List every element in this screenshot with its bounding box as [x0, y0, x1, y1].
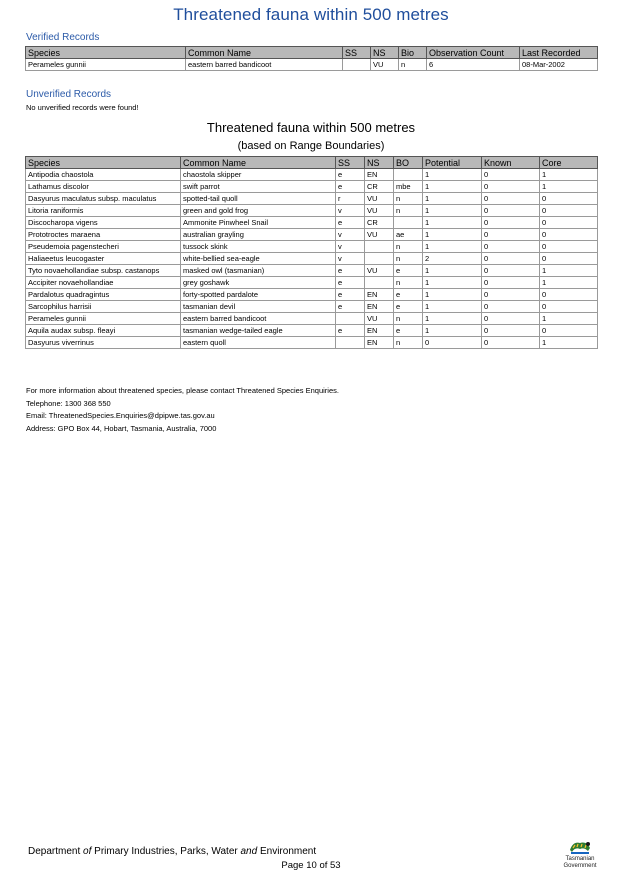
table-cell: Haliaeetus leucogaster — [26, 253, 181, 265]
range-header-row — [26, 157, 598, 169]
tasmanian-tiger-logo-icon — [567, 836, 593, 856]
logo-text-line2: Government — [563, 862, 597, 869]
unverified-note: No unverified records were found! — [26, 103, 139, 112]
table-cell: masked owl (tasmanian) — [181, 265, 336, 277]
table-cell: e — [336, 217, 365, 229]
verified-records-heading: Verified Records — [26, 32, 100, 43]
table-row — [26, 193, 598, 205]
table-row — [26, 205, 598, 217]
table-cell: Sarcophilus harrisii — [26, 301, 181, 313]
table-cell: VU — [365, 229, 394, 241]
table-cell: 1 — [540, 313, 598, 325]
table-cell: 1 — [423, 217, 482, 229]
table-cell: australian grayling — [181, 229, 336, 241]
table-cell: 1 — [423, 205, 482, 217]
table-cell — [394, 169, 423, 181]
table-cell: 0 — [482, 181, 540, 193]
table-cell: Aquila audax subsp. fleayi — [26, 325, 181, 337]
table-row — [26, 289, 598, 301]
table-cell: tasmanian devil — [181, 301, 336, 313]
table-cell: e — [394, 289, 423, 301]
table-cell: v — [336, 205, 365, 217]
column-header: Core — [540, 157, 598, 169]
table-cell — [336, 337, 365, 349]
range-subtitle: (based on Range Boundaries) — [237, 140, 385, 152]
table-cell: grey goshawk — [181, 277, 336, 289]
table-row — [26, 229, 598, 241]
column-header: Species — [26, 157, 181, 169]
table-cell: e — [336, 277, 365, 289]
column-header: NS — [365, 157, 394, 169]
table-cell: v — [336, 229, 365, 241]
table-cell: e — [336, 265, 365, 277]
table-cell: e — [336, 181, 365, 193]
column-header: Species — [26, 47, 186, 59]
table-cell: v — [336, 241, 365, 253]
column-header: Bio — [399, 47, 427, 59]
table-cell: 1 — [423, 301, 482, 313]
table-cell: 1 — [540, 265, 598, 277]
verified-header-row — [26, 47, 598, 59]
table-cell: tasmanian wedge-tailed eagle — [181, 325, 336, 337]
table-cell: 0 — [540, 253, 598, 265]
table-cell: Pardalotus quadragintus — [26, 289, 181, 301]
table-cell: 0 — [540, 229, 598, 241]
table-cell: 0 — [482, 193, 540, 205]
footer-department — [28, 846, 316, 857]
table-cell: n — [394, 277, 423, 289]
table-cell: eastern barred bandicoot — [181, 313, 336, 325]
table-cell: Ammonite Pinwheel Snail — [181, 217, 336, 229]
table-cell: tussock skink — [181, 241, 336, 253]
contact-email: Email: ThreatenedSpecies.Enquiries@dpipwe.tas.gov.au — [26, 411, 215, 421]
table-cell — [394, 217, 423, 229]
range-boundaries-table — [25, 156, 598, 349]
table-cell: e — [336, 289, 365, 301]
table-cell: n — [394, 337, 423, 349]
table-cell: n — [399, 59, 427, 71]
range-title: Threatened fauna within 500 metres — [206, 120, 416, 135]
table-row — [26, 181, 598, 193]
contact-address: Address: GPO Box 44, Hobart, Tasmania, Australia, 7000 — [26, 423, 217, 433]
table-cell: 0 — [482, 229, 540, 241]
table-cell: Litoria raniformis — [26, 205, 181, 217]
column-header: BO — [394, 157, 423, 169]
table-cell: e — [336, 169, 365, 181]
table-cell: 0 — [482, 253, 540, 265]
table-cell: Antipodia chaostola — [26, 169, 181, 181]
table-row — [26, 253, 598, 265]
table-cell: n — [394, 253, 423, 265]
column-header: Common Name — [181, 157, 336, 169]
table-row — [26, 241, 598, 253]
table-cell: 2 — [423, 253, 482, 265]
table-cell: n — [394, 193, 423, 205]
table-cell: VU — [365, 313, 394, 325]
table-cell: Perameles gunnii — [26, 313, 181, 325]
table-cell: 1 — [540, 181, 598, 193]
table-cell: CR — [365, 217, 394, 229]
table-row — [26, 217, 598, 229]
table-cell: VU — [365, 265, 394, 277]
table-cell: VU — [365, 205, 394, 217]
column-header: SS — [336, 157, 365, 169]
table-cell: 1 — [540, 169, 598, 181]
table-cell: 08-Mar-2002 — [520, 59, 598, 71]
table-cell: 0 — [482, 217, 540, 229]
table-cell: 1 — [423, 265, 482, 277]
table-cell: chaostola skipper — [181, 169, 336, 181]
table-cell: 0 — [482, 169, 540, 181]
table-cell: 1 — [540, 337, 598, 349]
table-cell: 0 — [482, 337, 540, 349]
table-cell: Accipiter novaehollandiae — [26, 277, 181, 289]
table-cell: eastern barred bandicoot — [186, 59, 343, 71]
table-cell: 1 — [423, 181, 482, 193]
table-cell: VU — [365, 193, 394, 205]
table-cell: EN — [365, 301, 394, 313]
table-row — [26, 169, 598, 181]
table-cell: 0 — [482, 301, 540, 313]
table-cell: 0 — [540, 301, 598, 313]
page-number: Page 10 of 53 — [281, 860, 341, 871]
table-cell — [343, 59, 371, 71]
table-cell — [336, 313, 365, 325]
table-cell: Perameles gunnii — [26, 59, 186, 71]
column-header: SS — [343, 47, 371, 59]
table-row — [26, 265, 598, 277]
table-cell: 0 — [482, 205, 540, 217]
table-cell: Lathamus discolor — [26, 181, 181, 193]
table-cell — [365, 241, 394, 253]
table-cell: swift parrot — [181, 181, 336, 193]
contact-block — [26, 385, 339, 435]
table-cell: spotted-tail quoll — [181, 193, 336, 205]
table-cell: 0 — [423, 337, 482, 349]
table-cell: 0 — [540, 205, 598, 217]
column-header: Last Recorded — [520, 47, 598, 59]
table-cell: green and gold frog — [181, 205, 336, 217]
table-cell: 0 — [482, 313, 540, 325]
table-cell: 1 — [423, 193, 482, 205]
contact-telephone: Telephone: 1300 368 550 — [26, 398, 111, 408]
table-cell: e — [394, 325, 423, 337]
table-cell: 1 — [423, 325, 482, 337]
table-row — [26, 301, 598, 313]
table-cell: e — [394, 301, 423, 313]
table-cell — [365, 253, 394, 265]
table-cell: Pseudemoia pagenstecheri — [26, 241, 181, 253]
table-cell: 1 — [423, 313, 482, 325]
table-cell: 1 — [423, 241, 482, 253]
table-cell: 1 — [423, 277, 482, 289]
table-cell: v — [336, 253, 365, 265]
footer-dept-and: and — [240, 846, 258, 857]
table-cell: 0 — [540, 241, 598, 253]
table-cell: Tyto novaehollandiae subsp. castanops — [26, 265, 181, 277]
verified-records-table — [25, 46, 598, 71]
table-cell: 0 — [482, 241, 540, 253]
page-title: Threatened fauna within 500 metres — [173, 5, 449, 24]
table-cell: EN — [365, 337, 394, 349]
table-cell: 1 — [540, 277, 598, 289]
contact-info: For more information about threatened species, please contact Threatened Species Enquiries. — [26, 386, 339, 395]
table-cell: n — [394, 241, 423, 253]
table-cell: 0 — [540, 217, 598, 229]
table-cell: 1 — [423, 169, 482, 181]
table-cell: CR — [365, 181, 394, 193]
table-cell: n — [394, 205, 423, 217]
table-cell: forty-spotted pardalote — [181, 289, 336, 301]
table-cell: ae — [394, 229, 423, 241]
table-cell: e — [336, 301, 365, 313]
table-cell: Dasyurus maculatus subsp. maculatus — [26, 193, 181, 205]
table-cell: VU — [371, 59, 399, 71]
logo-text-line1: Tasmanian — [565, 856, 595, 862]
footer-dept-part2: Primary Industries, Parks, Water — [94, 846, 238, 857]
table-cell: Prototroctes maraena — [26, 229, 181, 241]
footer-dept-part3: Environment — [259, 846, 317, 857]
unverified-records-heading: Unverified Records — [26, 89, 112, 100]
table-cell: r — [336, 193, 365, 205]
column-header: Potential — [423, 157, 482, 169]
table-cell: Dasyurus viverrinus — [26, 337, 181, 349]
column-header: NS — [371, 47, 399, 59]
tasmanian-government-logo — [560, 836, 600, 869]
table-cell: 0 — [540, 325, 598, 337]
column-header: Observation Count — [427, 47, 520, 59]
table-cell: mbe — [394, 181, 423, 193]
table-row — [26, 325, 598, 337]
table-row — [26, 313, 598, 325]
table-cell: 0 — [540, 193, 598, 205]
table-cell: 0 — [482, 325, 540, 337]
table-cell: e — [394, 265, 423, 277]
table-cell: 1 — [423, 289, 482, 301]
table-cell — [365, 277, 394, 289]
footer-dept-of: of — [83, 846, 92, 857]
table-cell: EN — [365, 289, 394, 301]
column-header: Known — [482, 157, 540, 169]
table-cell: 0 — [540, 289, 598, 301]
table-cell: EN — [365, 325, 394, 337]
table-cell: 0 — [482, 265, 540, 277]
footer-dept-part1: Department — [28, 846, 81, 857]
table-cell: EN — [365, 169, 394, 181]
table-row — [26, 277, 598, 289]
table-row — [26, 337, 598, 349]
column-header: Common Name — [186, 47, 343, 59]
table-cell: eastern quoll — [181, 337, 336, 349]
table-cell: 1 — [423, 229, 482, 241]
table-cell: Discocharopa vigens — [26, 217, 181, 229]
table-cell: 6 — [427, 59, 520, 71]
table-row — [26, 59, 598, 71]
table-cell: 0 — [482, 277, 540, 289]
table-cell: white-bellied sea-eagle — [181, 253, 336, 265]
table-cell: 0 — [482, 289, 540, 301]
table-cell: n — [394, 313, 423, 325]
table-cell: e — [336, 325, 365, 337]
